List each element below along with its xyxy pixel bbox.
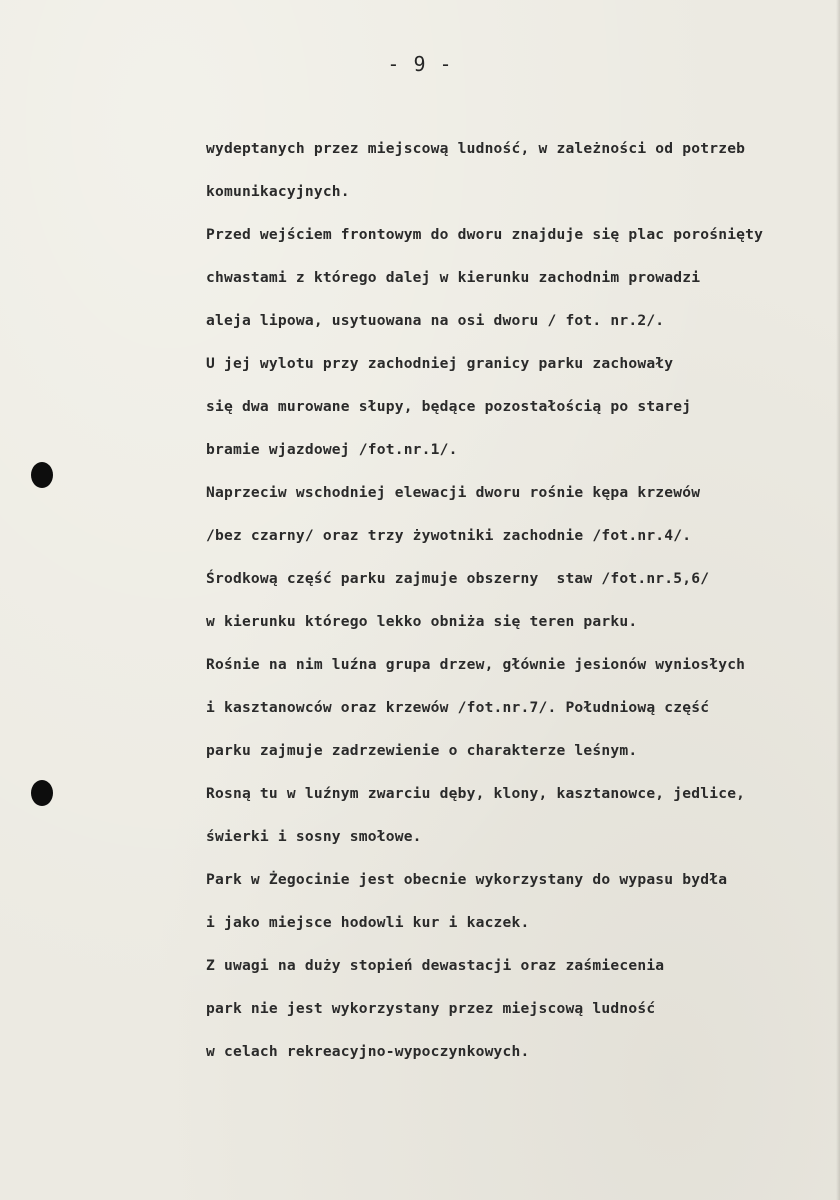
text-line: świerki i sosny smołowe. <box>206 828 422 845</box>
text-line: się dwa murowane słupy, będące pozostałością po starej <box>206 398 692 415</box>
text-line: Z uwagi na duży stopień dewastacji oraz zaśmiecenia <box>206 957 665 974</box>
text-line: Naprzeciw wschodniej elewacji dworu rośnie kępa krzewów <box>206 484 701 501</box>
binder-hole <box>31 462 53 488</box>
text-line: wydeptanych przez miejscową ludność, w zależności od potrzeb <box>206 140 746 157</box>
text-line: komunikacyjnych. <box>206 183 350 200</box>
text-line: Park w Żegocinie jest obecnie wykorzystany do wypasu bydła <box>206 871 728 888</box>
page-number: - 9 - <box>387 52 453 76</box>
text-line: Rosną tu w luźnym zwarciu dęby, klony, kasztanowce, jedlice, <box>206 785 746 802</box>
text-line: w kierunku którego lekko obniża się teren parku. <box>206 613 638 630</box>
text-line: park nie jest wykorzystany przez miejscową ludność <box>206 1000 656 1017</box>
page-edge-shadow <box>836 0 840 1200</box>
text-line: i kasztanowców oraz krzewów /fot.nr.7/. Południową część <box>206 699 710 716</box>
text-line: bramie wjazdowej /fot.nr.1/. <box>206 441 458 458</box>
text-line: /bez czarny/ oraz trzy żywotniki zachodnie /fot.nr.4/. <box>206 527 692 544</box>
text-line: w celach rekreacyjno-wypoczynkowych. <box>206 1043 530 1060</box>
text-line: Rośnie na nim luźna grupa drzew, głównie jesionów wyniosłych <box>206 656 746 673</box>
text-line: aleja lipowa, usytuowana na osi dworu / fot. nr.2/. <box>206 312 665 329</box>
text-line: Środkową część parku zajmuje obszerny staw /fot.nr.5,6/ <box>206 570 710 587</box>
text-line: chwastami z którego dalej w kierunku zachodnim prowadzi <box>206 269 701 286</box>
binder-hole <box>31 780 53 806</box>
text-line: i jako miejsce hodowli kur i kaczek. <box>206 914 530 931</box>
text-line: Przed wejściem frontowym do dworu znajduje się plac porośnięty <box>206 226 764 243</box>
text-line: U jej wylotu przy zachodniej granicy parku zachowały <box>206 355 674 372</box>
text-line: parku zajmuje zadrzewienie o charakterze leśnym. <box>206 742 638 759</box>
